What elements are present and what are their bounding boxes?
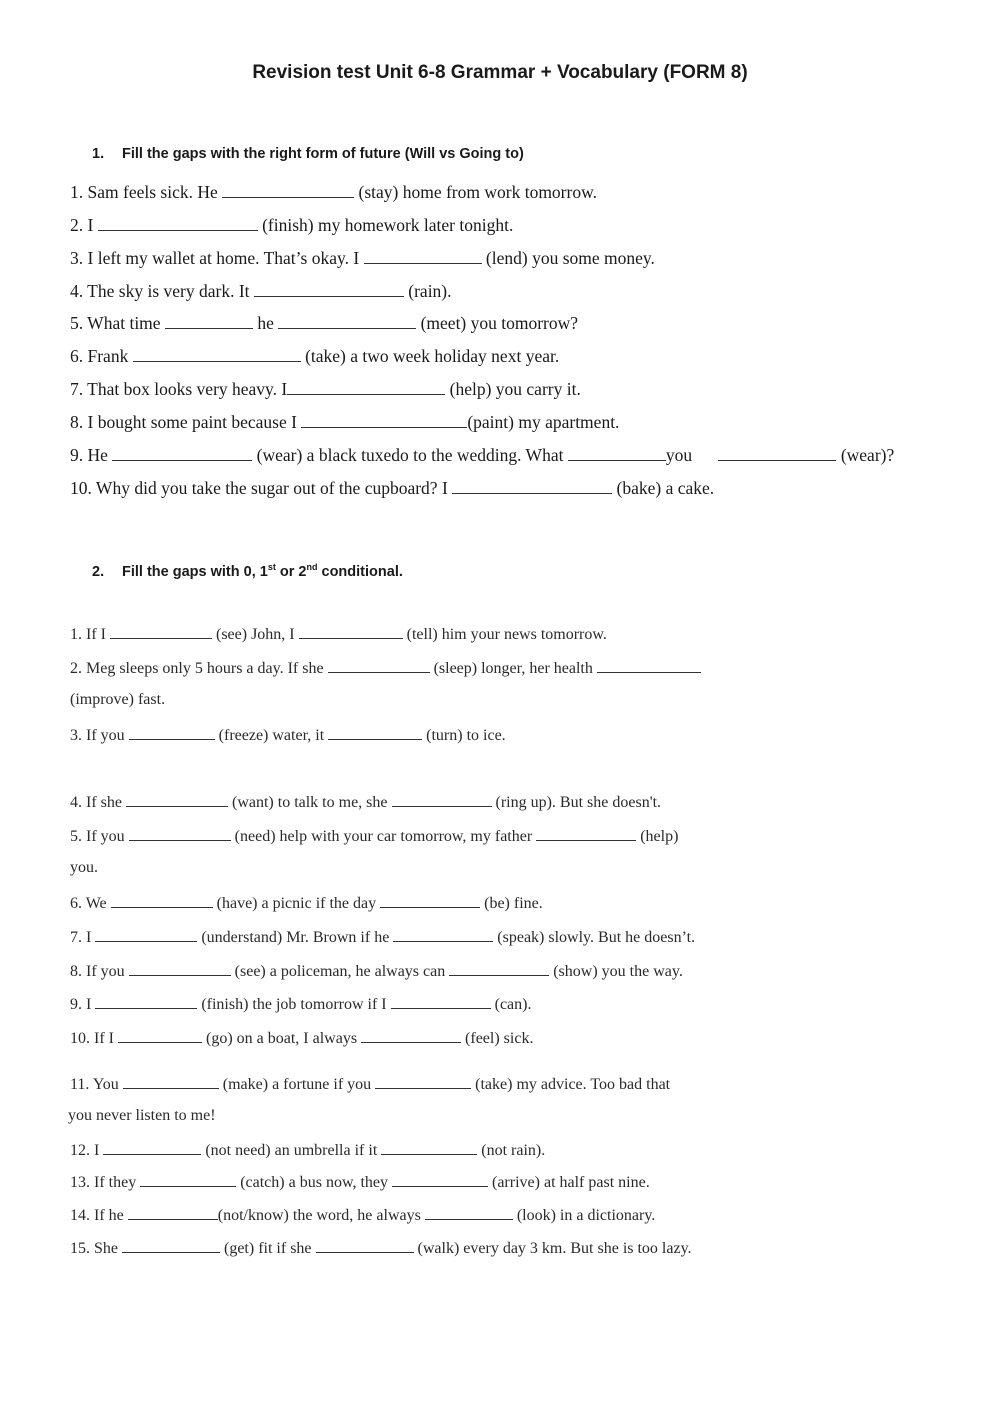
- item-text: (look) in a dictionary.: [516, 1207, 656, 1224]
- item-text: (sleep) longer, her health: [433, 660, 593, 677]
- answer-blank[interactable]: [597, 657, 701, 673]
- item-text: (turn) to ice.: [426, 727, 506, 744]
- answer-blank[interactable]: [364, 248, 482, 264]
- answer-blank[interactable]: [425, 1204, 513, 1220]
- item-text: 3. I left my wallet at home. That’s okay. I: [70, 248, 360, 268]
- item-text: 9. He: [70, 445, 108, 465]
- exercise-item: [70, 892, 543, 914]
- answer-blank[interactable]: [133, 346, 301, 362]
- item-text: 5. If you: [70, 828, 125, 845]
- item-text: 2. Meg sleeps only 5 hours a day. If she: [70, 660, 324, 677]
- item-text: (freeze) water, it: [218, 727, 325, 744]
- answer-blank[interactable]: [111, 892, 213, 908]
- section-heading-text: Fill the gaps with 0, 1: [122, 563, 268, 580]
- item-text: (lend) you some money.: [485, 248, 655, 268]
- item-text: 8. If you: [70, 963, 125, 980]
- item-text: 7. I: [70, 929, 92, 946]
- item-text: (wear) a black tuxedo to the wedding. What: [256, 445, 564, 465]
- item-text: (ring up). But she doesn't.: [495, 794, 662, 811]
- item-text: 15. She: [70, 1240, 118, 1257]
- answer-blank[interactable]: [118, 1027, 202, 1043]
- item-text: (bake) a cake.: [616, 478, 715, 498]
- item-text: (not rain).: [481, 1142, 546, 1159]
- item-text: you never listen to me!: [68, 1107, 216, 1124]
- exercise-item: [70, 960, 683, 982]
- item-text: he: [257, 313, 274, 333]
- item-text: you: [665, 445, 693, 465]
- answer-blank[interactable]: [299, 623, 403, 639]
- exercise-item: [70, 478, 714, 498]
- answer-blank[interactable]: [301, 412, 467, 428]
- section-heading-text: Fill the gaps with the right form of future (Will vs Going to): [122, 146, 524, 162]
- answer-blank[interactable]: [328, 657, 430, 673]
- item-text: (speak) slowly. But he doesn’t.: [497, 929, 696, 946]
- item-text: 5. What time: [70, 313, 161, 333]
- answer-blank[interactable]: [278, 313, 416, 329]
- exercise-item: [70, 412, 619, 432]
- answer-blank[interactable]: [391, 993, 491, 1009]
- answer-blank[interactable]: [123, 1073, 219, 1089]
- exercise-item-continued: [70, 858, 98, 878]
- item-text: (not need) an umbrella if it: [205, 1142, 378, 1159]
- item-text: 12. I: [70, 1142, 100, 1159]
- item-text: (see) John, I: [215, 626, 295, 643]
- answer-blank[interactable]: [316, 1237, 414, 1253]
- item-text: 6. We: [70, 895, 107, 912]
- item-text: (go) on a boat, I always: [205, 1030, 358, 1047]
- answer-blank[interactable]: [126, 791, 228, 807]
- item-text: (show) you the way.: [553, 963, 683, 980]
- answer-blank[interactable]: [140, 1171, 236, 1187]
- exercise-item: [70, 1171, 650, 1193]
- item-text: you.: [70, 859, 98, 876]
- item-text: 11. You: [70, 1076, 119, 1093]
- answer-blank[interactable]: [718, 445, 836, 461]
- exercise-item: [70, 379, 581, 399]
- item-text: (be) fine.: [484, 895, 543, 912]
- item-text: 3. If you: [70, 727, 125, 744]
- exercise-item: [70, 346, 559, 366]
- exercise-item: [70, 825, 678, 847]
- exercise-item: [70, 1027, 533, 1049]
- item-text: (want) to talk to me, she: [231, 794, 388, 811]
- exercise-item: [70, 623, 607, 645]
- item-text: (paint) my apartment.: [467, 412, 620, 432]
- answer-blank[interactable]: [129, 960, 231, 976]
- answer-blank[interactable]: [392, 1171, 488, 1187]
- item-text: 9. I: [70, 996, 92, 1013]
- answer-blank[interactable]: [254, 281, 404, 297]
- answer-blank[interactable]: [98, 215, 258, 231]
- answer-blank[interactable]: [95, 926, 197, 942]
- answer-blank[interactable]: [361, 1027, 461, 1043]
- item-text: (make) a fortune if you: [222, 1076, 372, 1093]
- item-text: (have) a picnic if the day: [216, 895, 377, 912]
- answer-blank[interactable]: [222, 182, 354, 198]
- answer-blank[interactable]: [128, 1204, 218, 1220]
- item-text: (help): [640, 828, 679, 845]
- answer-blank[interactable]: [103, 1139, 201, 1155]
- item-text: (not/know) the word, he always: [217, 1207, 421, 1224]
- exercise-item-continued: [70, 690, 165, 710]
- exercise-item: [70, 313, 578, 333]
- section-1-heading: [92, 146, 524, 162]
- item-text: (rain).: [408, 281, 452, 301]
- item-text: 4. If she: [70, 794, 122, 811]
- answer-blank[interactable]: [452, 478, 612, 494]
- exercise-item: [70, 215, 513, 235]
- item-text: 4. The sky is very dark. It: [70, 281, 250, 301]
- exercise-item: [70, 657, 701, 679]
- item-text: (walk) every day 3 km. But she is too lazy.: [417, 1240, 692, 1257]
- section-2-heading: [92, 562, 403, 580]
- item-text: 6. Frank: [70, 346, 129, 366]
- exercise-item: [70, 993, 531, 1015]
- section-number: 1.: [92, 146, 105, 162]
- item-text: 8. I bought some paint because I: [70, 412, 297, 432]
- answer-blank[interactable]: [165, 313, 253, 329]
- item-text: 10. Why did you take the sugar out of the cupboard? I: [70, 478, 448, 498]
- item-text: (catch) a bus now, they: [240, 1174, 388, 1191]
- exercise-item: [70, 724, 506, 746]
- answer-blank[interactable]: [375, 1073, 471, 1089]
- answer-blank[interactable]: [392, 791, 492, 807]
- answer-blank[interactable]: [110, 623, 212, 639]
- item-text: (stay) home from work tomorrow.: [358, 182, 597, 202]
- item-text: (tell) him your news tomorrow.: [406, 626, 607, 643]
- answer-blank[interactable]: [568, 445, 666, 461]
- item-text: (see) a policeman, he always can: [234, 963, 446, 980]
- item-text: (take) a two week holiday next year.: [305, 346, 560, 366]
- exercise-item: [70, 182, 597, 202]
- answer-blank[interactable]: [287, 379, 445, 395]
- item-text: 7. That box looks very heavy. I: [70, 379, 288, 399]
- answer-blank[interactable]: [95, 993, 197, 1009]
- exercise-item: [70, 281, 452, 301]
- exercise-item: [70, 445, 894, 465]
- item-text: 2. I: [70, 215, 94, 235]
- section-heading-text: conditional.: [317, 563, 403, 580]
- section-number: 2.: [92, 563, 105, 580]
- item-text: (need) help with your car tomorrow, my father: [234, 828, 533, 845]
- exercise-item: [70, 248, 655, 268]
- answer-blank[interactable]: [381, 1139, 477, 1155]
- exercise-item: [70, 1073, 670, 1095]
- item-text: (help) you carry it.: [449, 379, 581, 399]
- exercise-item: [70, 926, 695, 948]
- item-text: (take) my advice. Too bad that: [475, 1076, 671, 1093]
- item-text: 14. If he: [70, 1207, 124, 1224]
- item-text: 1. If I: [70, 626, 106, 643]
- section-heading-text: or 2: [275, 563, 307, 580]
- exercise-item: [70, 1204, 655, 1226]
- answer-blank[interactable]: [393, 926, 493, 942]
- item-text: (get) fit if she: [224, 1240, 312, 1257]
- answer-blank[interactable]: [122, 1237, 220, 1253]
- item-text: (finish) the job tomorrow if I: [201, 996, 387, 1013]
- item-text: (feel) sick.: [465, 1030, 534, 1047]
- item-text: 13. If they: [70, 1174, 137, 1191]
- answer-blank[interactable]: [328, 724, 422, 740]
- item-text: (can).: [494, 996, 532, 1013]
- item-text: (arrive) at half past nine.: [492, 1174, 650, 1191]
- exercise-item: [70, 791, 661, 813]
- item-text: (improve) fast.: [70, 691, 166, 708]
- superscript: st: [267, 562, 276, 572]
- answer-blank[interactable]: [536, 825, 636, 841]
- item-text: 1. Sam feels sick. He: [70, 182, 218, 202]
- exercise-item: [70, 1139, 545, 1161]
- item-text: 10. If I: [70, 1030, 114, 1047]
- exercise-item-continued: [68, 1106, 216, 1126]
- item-text: (finish) my homework later tonight.: [262, 215, 514, 235]
- answer-blank[interactable]: [449, 960, 549, 976]
- page-title: Revision test Unit 6-8 Grammar + Vocabulary (FORM 8): [252, 62, 748, 83]
- answer-blank[interactable]: [112, 445, 252, 461]
- item-text: (meet) you tomorrow?: [420, 313, 579, 333]
- item-text: (understand) Mr. Brown if he: [201, 929, 390, 946]
- superscript: nd: [306, 562, 318, 572]
- answer-blank[interactable]: [129, 825, 231, 841]
- exercise-item: [70, 1237, 692, 1259]
- answer-blank[interactable]: [129, 724, 215, 740]
- answer-blank[interactable]: [380, 892, 480, 908]
- item-text: (wear)?: [840, 445, 895, 465]
